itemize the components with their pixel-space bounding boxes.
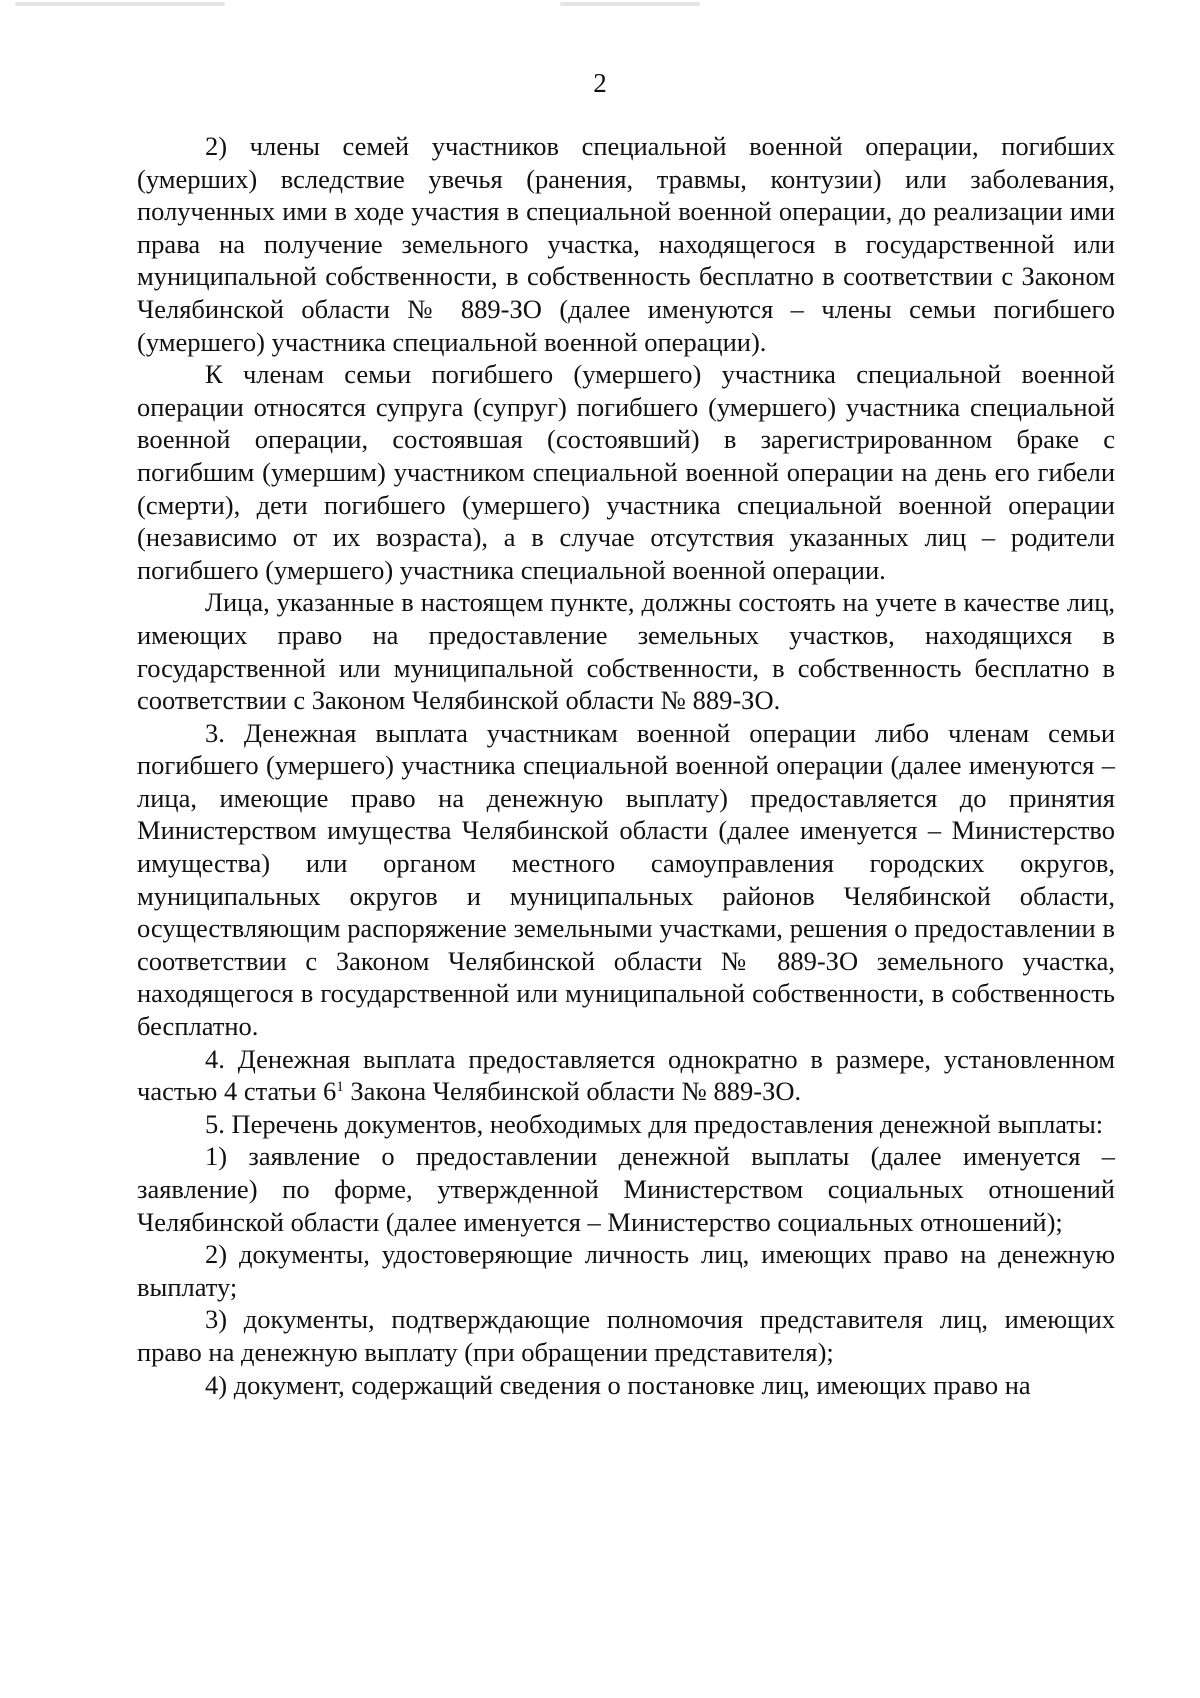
- paragraph: Лица, указанные в настоящем пункте, должны состоять на учете в качестве лиц, имеющих право на предоставление земельных участков, находящихся в государственной или муниципальной собственности, в собственность бесплатно в соответствии с Законом Челябинской области № 889-ЗО.: [137, 587, 1115, 716]
- list-item: 2) документы, удостоверяющие личность лиц, имеющих право на денежную выплату;: [137, 1239, 1115, 1302]
- paragraph: 5. Перечень документов, необходимых для предоставления денежной выплаты:: [205, 1108, 1104, 1139]
- scan-artifact: [15, 2, 225, 6]
- paragraph: К членам семьи погибшего (умершего) участника специальной военной операции относятся супруга (супруг) погибшего (умершего) участника специальной военной операции, состоявшая (состоявший) в зарегистрированном браке с погибшим (умершим) участником специальной военной операции на день его гибели (смерти), дети погибшего (умершего) участника специальной военной операции (независимо от их возраста), а в случае отсутствия указанных лиц – родители погибшего (умершего) участника специальной военной операции.: [137, 359, 1115, 585]
- list-item: 4) документ, содержащий сведения о постановке лиц, имеющих право на: [205, 1369, 1031, 1400]
- document-body: [137, 130, 1115, 1401]
- scan-artifact: [560, 2, 700, 6]
- paragraph: 3. Денежная выплата участникам военной операции либо членам семьи погибшего (умершего) участника специальной военной операции (далее именуются – лица, имеющие право на денежную выплату) предоставляется до принятия Министерством имущества Челябинской области (далее именуется – Министерство имущества) или органом местного самоуправления городских округов, муниципальных округов и муниципальных районов Челябинской области, осуществляющим распоряжение земельными участками, решения о предоставлении в соответствии с Законом Челябинской области № 889-ЗО земельного участка, находящегося в государственной или муниципальной собственности, в собственность бесплатно.: [137, 717, 1115, 1042]
- paragraph-4-text-end: Закона Челябинской области № 889-ЗО.: [343, 1076, 802, 1107]
- paragraph-4: [137, 1043, 1115, 1108]
- paragraph: 2) члены семей участников специальной военной операции, погибших (умерших) вследствие увечья (ранения, травмы, контузии) или заболевания, полученных ими в ходе участия в специальной военной операции, до реализации ими права на получение земельного участка, находящегося в государственной или муниципальной собственности, в собственность бесплатно в соответствии с Законом Челябинской области № 889-ЗО (далее именуются – члены семьи погибшего (умершего) участника специальной военной операции).: [137, 131, 1115, 357]
- list-item: 3) документы, подтверждающие полномочия представителя лиц, имеющих право на денежную выплату (при обращении представителя);: [137, 1304, 1115, 1367]
- page-number: 2: [593, 68, 607, 98]
- article-superscript: 1: [336, 1079, 344, 1096]
- paragraph-4-text: 4. Денежная выплата предоставляется однократно в размере, установленном частью 4 статьи 6: [137, 1043, 1115, 1107]
- list-item: 1) заявление о предоставлении денежной выплаты (далее именуется – заявление) по форме, утвержденной Министерством социальных отношений Челябинской области (далее именуется – Министерство социальных отношений);: [137, 1141, 1115, 1237]
